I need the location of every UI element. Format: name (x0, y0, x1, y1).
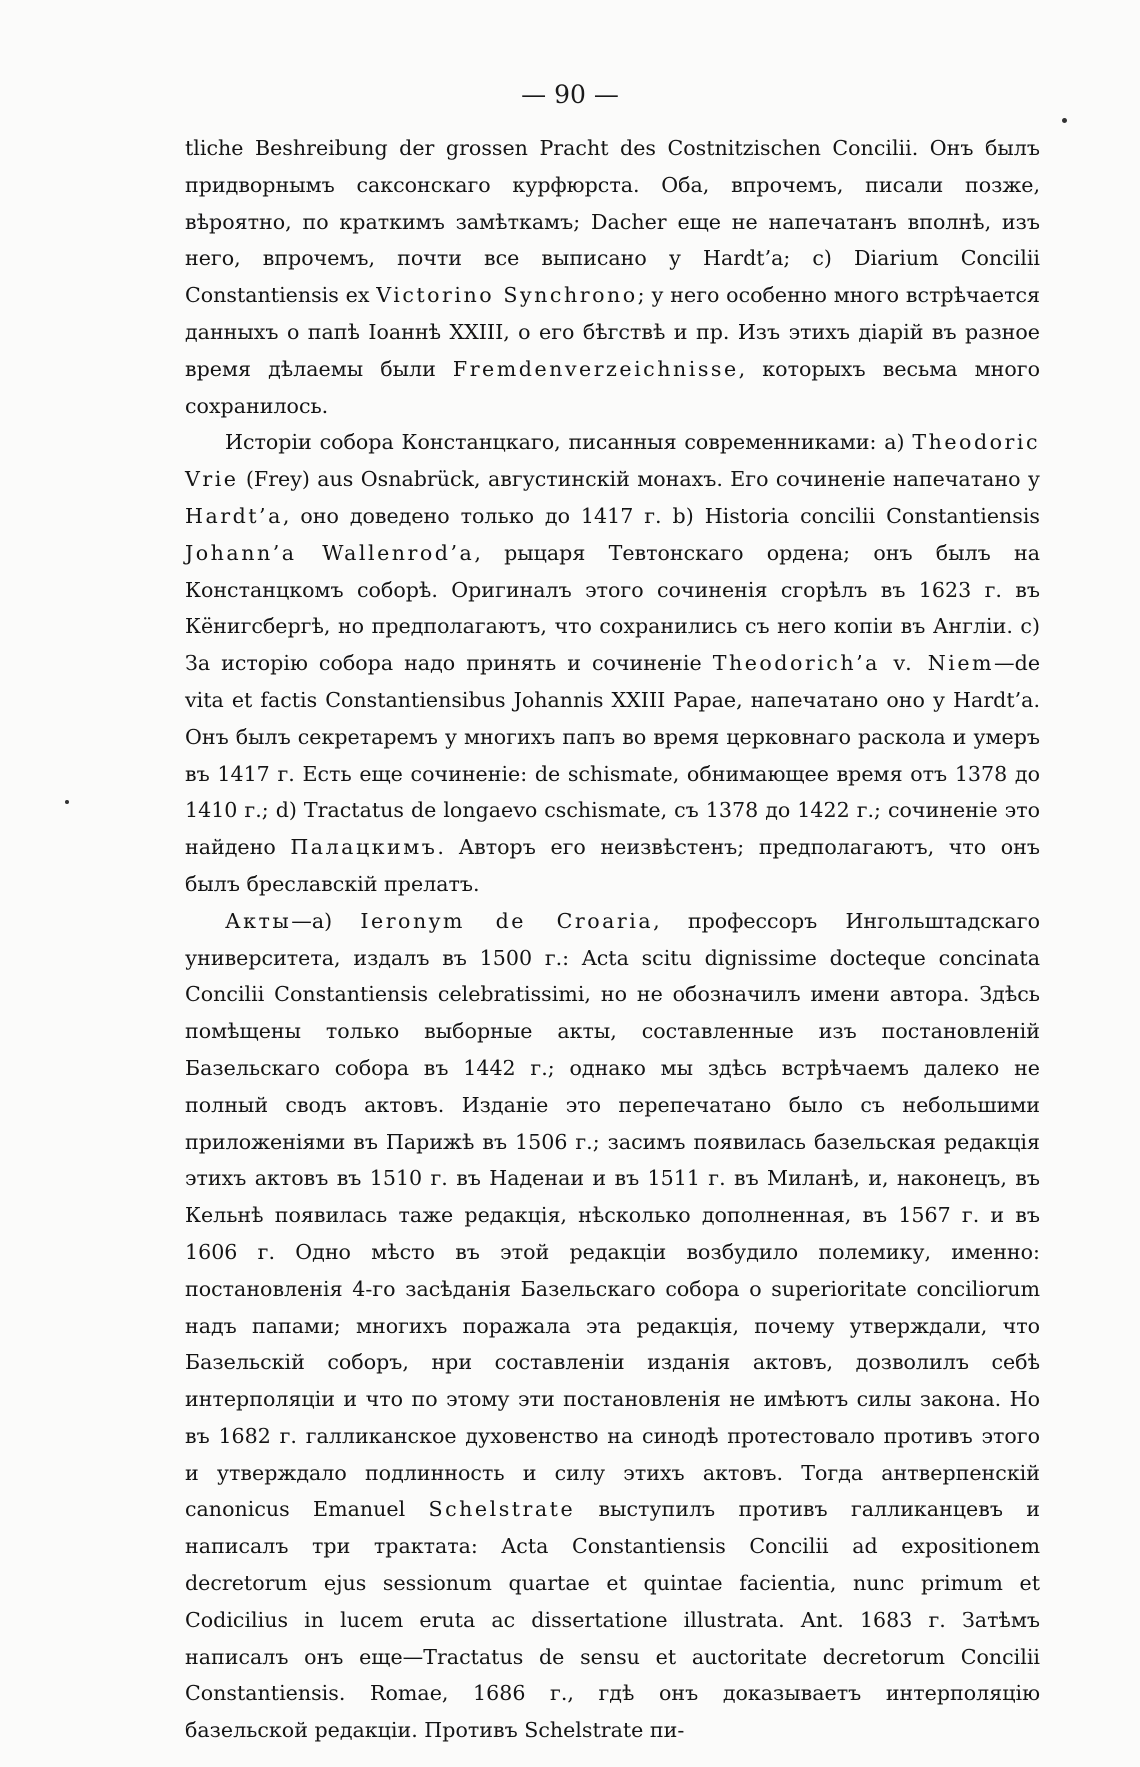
paragraph (185, 130, 1040, 424)
spaced-name: Johann’a Wallenrod’a (185, 540, 475, 565)
spaced-name: Theodorich’a v. Niem (712, 651, 995, 676)
text-run: , профессоръ Ингольштадскаго университета, издалъ въ 1500 г.: Acta scitu dignissime docteque concinata Concilii Constantiensis celebratissimi, но не обозначилъ имени автора. Здѣсь помѣщены только выборные акты, составленные изъ постановленій Базельскаго собора въ 1442 г.; однако мы здѣсь встрѣчаемъ далеко не полный сводъ актовъ. Изданіе это перепечатано было съ небольшими приложеніями въ Парижѣ въ 1506 г.; засимъ появилась базельская редакція этихъ актовъ въ 1510 г. въ Наденаи и въ 1511 г. въ Миланѣ, и, наконецъ, въ Кельнѣ появилась таже редакція, нѣсколько дополненная, въ 1567 г. и въ 1606 г. Одно мѣсто въ этой редакціи возбудило полемику, именно: постановленія 4-го засѣданія Базельскаго собора о superioritate conciliorum надъ папами; многихъ поражала эта редакція, почему утверждали, что Базельскій соборъ, нри составленіи изданія актовъ, дозволилъ себѣ интерполяціи и что по этому эти постановленія не имѣютъ силы закона. Но въ 1682 г. галликанское духовенство на синодѣ протестовало противъ этого и утверждало подлинность и силу этихъ актовъ. Тогда антверпенскій canonicus Emanuel (185, 908, 1040, 1522)
spaced-name: Ieronym de Croaria (360, 908, 654, 933)
text-run: ; у него особенно много встрѣчается данныхъ о папѣ Іоаннѣ XXIII, о его бѣгствѣ и пр. Изъ этихъ діарій въ разное время дѣлаемы были (185, 283, 1040, 381)
paragraph (185, 424, 1040, 902)
text-run: , оно доведено только до 1417 г. b) Historia concilii Constantiensis (282, 503, 1040, 528)
spaced-name: Schelstrate (428, 1497, 576, 1522)
text-run: (Frey) aus Osnabrück, августинскій монахъ. Его сочиненіе напечатано у (238, 467, 1040, 492)
spaced-name: Fremdenverzeichnisse (452, 356, 739, 381)
text-run: выступилъ противъ галликанцевъ и написалъ три трактата: Acta Constantiensis Concilii ad expositionem decretorum ejus sessionum quartae et quintae facientia, nunc primum et Codicilius in lucem eruta ac dissertatione illustrata. Ant. 1683 г. Затѣмъ написалъ онъ еще—Tractatus de sensu et auctoritate decretorum Concilii Constantiensis. Romae, 1686 г., гдѣ онъ доказываетъ интерполяцію базельской редакціи. Противъ Schelstrate пи- (185, 1497, 1040, 1743)
print-speck (65, 800, 69, 804)
page-number: — 90 — (521, 80, 619, 109)
text-run: , рыцаря Тевтонскаго ордена; онъ былъ на Констанцкомъ соборѣ. Оригиналъ этого сочиненія сгорѣлъ въ 1623 г. въ Кёнигсбергѣ, но предполагаютъ, что сохранились съ него копіи въ Англіи. c) За исторію собора надо принять и сочиненіе (185, 540, 1041, 676)
spaced-name: Theodoric Vrie (185, 430, 1040, 492)
paragraph (185, 903, 1040, 1749)
body-text (185, 130, 1040, 1749)
text-run: —a) (291, 908, 361, 933)
spaced-name: Hardt’a (185, 503, 283, 528)
text-run: —de vita et factis Constantiensibus Johannis XXIII Papae, напечатано оно у Hardt’a. Онъ былъ секретаремъ у многихъ папъ во время церковнаго раскола и умеръ въ 1417 г. Есть еще сочиненіе: de schismate, обнимающее время отъ 1378 до 1410 г.; d) Tractatus de longaevo cschismate, съ 1378 до 1422 г.; сочиненіе это найдено (185, 651, 1041, 860)
text-run: . Авторъ его неизвѣстенъ; предполагаютъ, что онъ былъ бреславскій прелатъ. (185, 835, 1040, 896)
spaced-name: Палацкимъ (290, 835, 438, 860)
spaced-name: Victorino Synchrono (376, 283, 638, 308)
text-run: Исторіи собора Констанцкаго, писанныя современниками: a) (225, 430, 913, 455)
text-run: tliche Beshreibung der grossen Pracht des Costnitzischen Concilii. Онъ былъ придворнымъ саксонскаго курфюрста. Оба, впрочемъ, писали позже, вѣроятно, по краткимъ замѣткамъ; Dacher еще не напечатанъ вполнѣ, изъ него, впрочемъ, почти все выписано у Hardt’a; c) Diarium Concilii Constantiensis ex (185, 136, 1040, 308)
print-speck (1062, 118, 1067, 123)
text-run: , которыхъ весьма много сохранилось. (185, 356, 1040, 418)
spaced-name: Акты (225, 908, 292, 933)
